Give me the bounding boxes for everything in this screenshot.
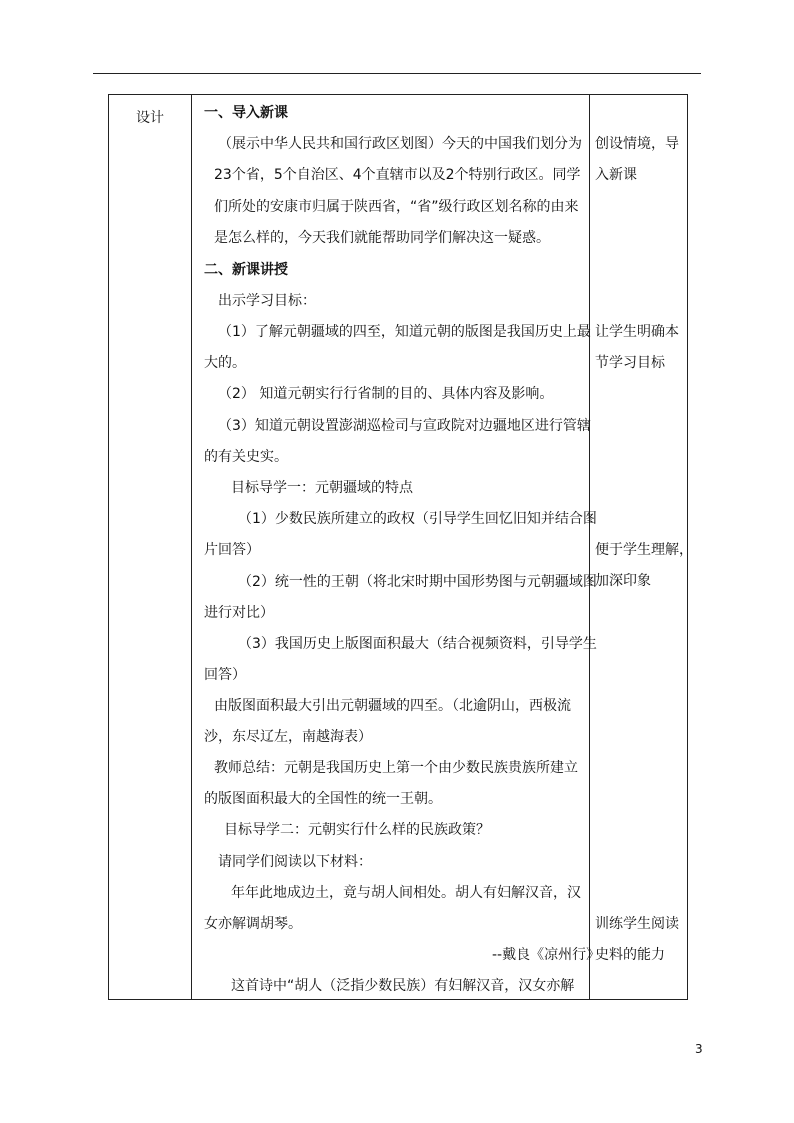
design-note: 加深印象	[595, 573, 651, 589]
text-line: 大的。	[204, 355, 246, 371]
text-line: （3）知道元朝设置澎湖巡检司与宣政院对边疆地区进行管辖	[218, 418, 591, 434]
text-line: （1）了解元朝疆域的四至，知道元朝的版图是我国历史上最	[218, 324, 591, 340]
column-divider	[191, 95, 192, 999]
text-line: （2）统一性的王朝（将北宋时期中国形势图与元朝疆域图	[238, 574, 597, 590]
text-line: 教师总结：元朝是我国历史上第一个由少数民族贵族所建立	[214, 760, 578, 776]
quote-attribution: --戴良《凉州行》	[492, 947, 601, 963]
text-line: 目标导学二：元朝实行什么样的民族政策？	[224, 822, 490, 838]
text-line: （3）我国历史上版图面积最大（结合视频资料，引导学生	[238, 636, 597, 652]
design-note: 训练学生阅读	[595, 916, 679, 932]
design-note: 入新课	[595, 167, 637, 183]
text-line: 23个省，5个自治区、4个直辖市以及2个特别行政区。同学	[214, 167, 581, 183]
design-note: 让学生明确本	[595, 324, 679, 340]
design-note: 便于学生理解，	[595, 542, 693, 558]
text-line: 的版图面积最大的全国性的统一王朝。	[204, 791, 442, 807]
page-number: 3	[695, 1042, 703, 1056]
section-heading: 二、新课讲授	[204, 262, 288, 278]
section-label: 设计	[136, 110, 164, 126]
text-line: 们所处的安康市归属于陕西省，“省”级行政区划名称的由来	[214, 199, 579, 215]
column-divider	[589, 95, 590, 999]
header-rule	[93, 73, 701, 74]
design-note: 创设情境，导	[595, 136, 679, 152]
design-note: 史料的能力	[595, 947, 665, 963]
text-line: 是怎么样的，今天我们就能帮助同学们解决这一疑惑。	[214, 230, 550, 246]
text-line: 沙，东尽辽左，南越海表）	[204, 729, 372, 745]
design-note: 节学习目标	[595, 355, 665, 371]
text-line: 片回答）	[204, 542, 260, 558]
text-line: 目标导学一：元朝疆域的特点	[231, 480, 413, 496]
quoted-poem-line: 年年此地成边土，竟与胡人间相处。胡人有妇解汉音，汉	[231, 885, 581, 901]
lesson-table	[108, 94, 693, 1000]
text-line: （2） 知道元朝实行行省制的目的、具体内容及影响。	[218, 386, 554, 402]
text-line: 由版图面积最大引出元朝疆域的四至。（北逾阴山，西极流	[214, 698, 571, 714]
text-line: 出示学习目标：	[218, 293, 316, 309]
text-line: （展示中华人民共和国行政区划图）今天的中国我们划分为	[218, 136, 582, 152]
text-line: 的有关史实。	[204, 449, 288, 465]
text-line: 进行对比）	[204, 605, 274, 621]
text-line: 回答）	[204, 667, 246, 683]
text-line: 这首诗中“胡人（泛指少数民族）有妇解汉音，汉女亦解	[231, 978, 575, 994]
text-line: 请同学们阅读以下材料：	[218, 854, 372, 870]
section-heading: 一、导入新课	[204, 105, 288, 121]
quoted-poem-line: 女亦解调胡琴。	[204, 916, 302, 932]
text-line: （1）少数民族所建立的政权（引导学生回忆旧知并结合图	[238, 511, 597, 527]
